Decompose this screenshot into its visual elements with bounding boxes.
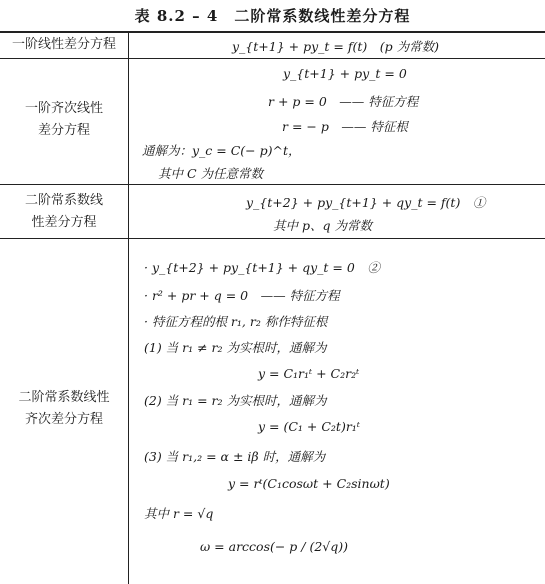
row-divider-3 xyxy=(0,238,545,239)
row4-case2-condition: (2) 当 r₁ = r₂ 为实根时，通解为 xyxy=(144,393,327,408)
row2-characteristic-equation: r + p = 0 —— 特征方程 xyxy=(268,94,419,109)
row2-equation: y_{t+1} + py_t = 0 xyxy=(283,66,407,81)
row-label-first-order-homogeneous: 一阶齐次线性 差分方程 xyxy=(24,101,103,138)
row-label-second-order-homogeneous: 二阶常系数线性 齐次差分方程 xyxy=(18,390,110,427)
row2-general-solution: 通解为：y_c = C(− p)^t， xyxy=(142,143,301,158)
row4-omega-definition: ω = arccos(− p / (2√q)) xyxy=(200,539,349,554)
row2-characteristic-root: r = − p —— 特征根 xyxy=(282,119,408,134)
row-divider-1 xyxy=(0,58,545,59)
row-label-first-order: 一阶线性差分方程 xyxy=(11,37,116,52)
table-title: 表 8.2 – 4 二阶常系数线性差分方程 xyxy=(134,7,411,25)
row1-equation: y_{t+1} + py_t = f(t) (p 为常数) xyxy=(232,39,439,54)
row4-case1-condition: (1) 当 r₁ ≠ r₂ 为实根时，通解为 xyxy=(144,340,327,355)
row-label-second-order: 二阶常系数线 性差分方程 xyxy=(24,193,103,230)
row2-constant-note: 其中 C 为任意常数 xyxy=(158,166,264,181)
row4-equation: · y_{t+2} + py_{t+1} + qy_t = 0 ② xyxy=(144,260,380,275)
row3-equation: y_{t+2} + py_{t+1} + qy_t = f(t) ① xyxy=(246,195,486,210)
table-top-rule xyxy=(0,31,545,33)
row-divider-2 xyxy=(0,184,545,185)
row3-constant-note: 其中 p、q 为常数 xyxy=(273,218,372,233)
column-divider xyxy=(128,31,129,584)
row4-case3-condition: (3) 当 r₁,₂ = α ± iβ 时，通解为 xyxy=(144,449,326,464)
row4-characteristic-equation: · r² + pr + q = 0 —— 特征方程 xyxy=(144,288,340,303)
row4-characteristic-roots: · 特征方程的根 r₁, r₂ 称作特征根 xyxy=(144,314,328,329)
row4-r-definition: 其中 r = √q xyxy=(144,506,214,521)
row4-case2-solution: y = (C₁ + C₂t)r₁ᵗ xyxy=(258,419,360,434)
row4-case1-solution: y = C₁r₁ᵗ + C₂r₂ᵗ xyxy=(258,366,360,381)
row4-case3-solution: y = rᵗ(C₁cosωt + C₂sinωt) xyxy=(228,476,390,491)
